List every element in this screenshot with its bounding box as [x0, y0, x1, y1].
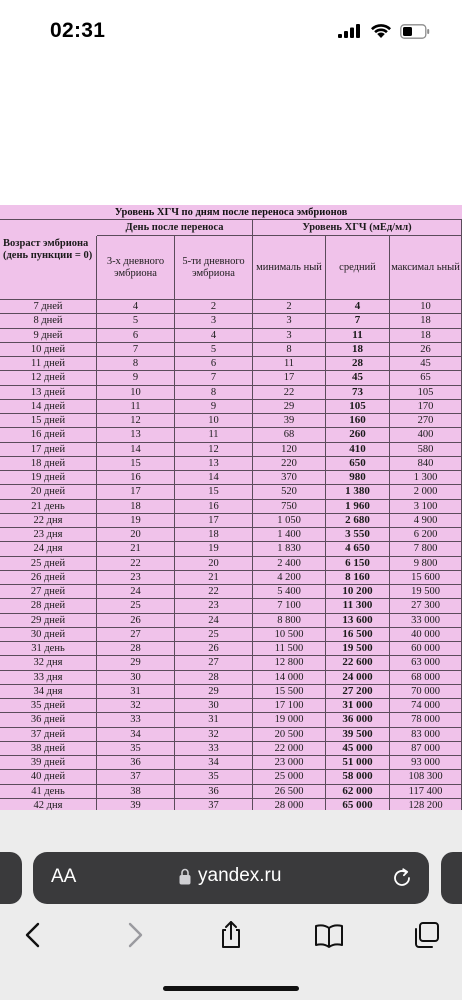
- previous-tab-preview[interactable]: [0, 852, 22, 904]
- table-cell-day5: 37: [175, 799, 253, 810]
- table-cell-day3: 14: [97, 443, 175, 457]
- table-cell-day5: 31: [175, 713, 253, 727]
- table-cell-day3: 22: [97, 557, 175, 571]
- column-header-age: Возраст эмбриона (день пункции = 0): [0, 236, 97, 300]
- table-cell-age: 32 дня: [0, 656, 97, 670]
- hcg-table-image: [0, 205, 462, 810]
- table-cell-age: 26 дней: [0, 571, 97, 585]
- table-cell-day3: 19: [97, 514, 175, 528]
- bookmarks-icon[interactable]: [313, 920, 345, 950]
- table-cell-day5: 22: [175, 585, 253, 599]
- table-cell-max: 87 000: [390, 742, 462, 756]
- table-cell-min: 520: [253, 485, 326, 499]
- table-cell-avg: 980: [326, 471, 390, 485]
- table-cell-avg: 16 500: [326, 628, 390, 642]
- table-cell-day3: 16: [97, 471, 175, 485]
- table-cell-max: 60 000: [390, 642, 462, 656]
- table-cell-min: 25 000: [253, 770, 326, 784]
- table-cell-min: 17 100: [253, 699, 326, 713]
- tabs-icon[interactable]: [411, 920, 443, 950]
- table-cell-day5: 33: [175, 742, 253, 756]
- table-cell-avg: 8 160: [326, 571, 390, 585]
- table-cell-max: 108 300: [390, 770, 462, 784]
- table-cell-max: 2 000: [390, 485, 462, 499]
- table-cell-min: 1 050: [253, 514, 326, 528]
- table-cell-max: 117 400: [390, 785, 462, 799]
- table-cell-avg: 28: [326, 357, 390, 371]
- table-cell-day5: 9: [175, 400, 253, 414]
- table-cell-age: 25 дней: [0, 557, 97, 571]
- table-cell-day5: 15: [175, 485, 253, 499]
- table-cell-day5: 14: [175, 471, 253, 485]
- table-cell-day3: 4: [97, 300, 175, 314]
- table-cell-avg: 11: [326, 329, 390, 343]
- table-cell-day5: 26: [175, 642, 253, 656]
- table-cell-max: 4 900: [390, 514, 462, 528]
- table-cell-max: 74 000: [390, 699, 462, 713]
- table-cell-avg: 24 000: [326, 671, 390, 685]
- table-cell-avg: 65 000: [326, 799, 390, 810]
- table-cell-day3: 24: [97, 585, 175, 599]
- table-cell-max: 580: [390, 443, 462, 457]
- table-cell-max: 19 500: [390, 585, 462, 599]
- table-cell-avg: 6 150: [326, 557, 390, 571]
- table-cell-min: 7 100: [253, 599, 326, 613]
- table-cell-day3: 32: [97, 699, 175, 713]
- table-title: Уровень ХГЧ по дням после переноса эмбрионов: [114, 207, 348, 218]
- table-cell-avg: 62 000: [326, 785, 390, 799]
- table-cell-age: 7 дней: [0, 300, 97, 314]
- table-cell-day5: 32: [175, 728, 253, 742]
- address-bar[interactable]: [33, 852, 429, 904]
- table-cell-min: 1 830: [253, 542, 326, 556]
- table-cell-max: 9 800: [390, 557, 462, 571]
- table-cell-min: 2 400: [253, 557, 326, 571]
- table-cell-min: 4 200: [253, 571, 326, 585]
- table-cell-age: 9 дней: [0, 329, 97, 343]
- table-cell-age: 13 дней: [0, 386, 97, 400]
- table-cell-day3: 23: [97, 571, 175, 585]
- table-cell-max: 70 000: [390, 685, 462, 699]
- table-cell-max: 840: [390, 457, 462, 471]
- table-cell-age: 21 день: [0, 500, 97, 514]
- table-cell-age: 19 дней: [0, 471, 97, 485]
- table-cell-day5: 34: [175, 756, 253, 770]
- table-cell-avg: 410: [326, 443, 390, 457]
- table-cell-min: 17: [253, 371, 326, 385]
- table-cell-age: 42 дня: [0, 799, 97, 810]
- table-cell-min: 3: [253, 314, 326, 328]
- table-cell-day3: 30: [97, 671, 175, 685]
- table-cell-avg: 260: [326, 428, 390, 442]
- table-cell-max: 170: [390, 400, 462, 414]
- table-cell-day5: 6: [175, 357, 253, 371]
- table-cell-avg: 22 600: [326, 656, 390, 670]
- table-cell-age: 38 дней: [0, 742, 97, 756]
- column-header-max: максимал ьный: [390, 236, 462, 300]
- table-cell-day3: 39: [97, 799, 175, 810]
- table-cell-day3: 12: [97, 414, 175, 428]
- table-cell-age: 11 дней: [0, 357, 97, 371]
- table-cell-max: 65: [390, 371, 462, 385]
- table-cell-min: 29: [253, 400, 326, 414]
- table-cell-day5: 20: [175, 557, 253, 571]
- table-cell-age: 16 дней: [0, 428, 97, 442]
- table-cell-min: 22: [253, 386, 326, 400]
- table-cell-day5: 17: [175, 514, 253, 528]
- table-cell-day5: 7: [175, 371, 253, 385]
- table-cell-avg: 3 550: [326, 528, 390, 542]
- table-cell-max: 10: [390, 300, 462, 314]
- table-cell-day5: 21: [175, 571, 253, 585]
- table-cell-day3: 9: [97, 371, 175, 385]
- home-indicator: [163, 986, 299, 991]
- table-cell-avg: 650: [326, 457, 390, 471]
- table-cell-age: 27 дней: [0, 585, 97, 599]
- column-header-min: минималь ный: [253, 236, 326, 300]
- table-cell-day3: 15: [97, 457, 175, 471]
- table-cell-day5: 24: [175, 614, 253, 628]
- table-cell-day5: 30: [175, 699, 253, 713]
- table-cell-avg: 45: [326, 371, 390, 385]
- table-cell-max: 40 000: [390, 628, 462, 642]
- table-cell-age: 24 дня: [0, 542, 97, 556]
- table-cell-avg: 51 000: [326, 756, 390, 770]
- table-cell-min: 370: [253, 471, 326, 485]
- table-cell-day5: 25: [175, 628, 253, 642]
- table-cell-min: 1 400: [253, 528, 326, 542]
- battery-icon: [400, 24, 430, 39]
- table-cell-age: 31 день: [0, 642, 97, 656]
- group-header-day-after-transfer: День после переноса: [97, 220, 253, 236]
- table-cell-day5: 2: [175, 300, 253, 314]
- table-cell-min: 750: [253, 500, 326, 514]
- table-cell-avg: 45 000: [326, 742, 390, 756]
- table-cell-age: 28 дней: [0, 599, 97, 613]
- table-cell-age: 18 дней: [0, 457, 97, 471]
- table-cell-min: 8: [253, 343, 326, 357]
- table-cell-age: 15 дней: [0, 414, 97, 428]
- table-cell-min: 11 500: [253, 642, 326, 656]
- table-cell-min: 2: [253, 300, 326, 314]
- table-cell-day5: 3: [175, 314, 253, 328]
- table-cell-day3: 10: [97, 386, 175, 400]
- table-cell-day3: 18: [97, 500, 175, 514]
- table-cell-day3: 37: [97, 770, 175, 784]
- table-cell-avg: 11 300: [326, 599, 390, 613]
- table-cell-day5: 29: [175, 685, 253, 699]
- table-cell-max: 27 300: [390, 599, 462, 613]
- table-cell-age: 10 дней: [0, 343, 97, 357]
- table-cell-day3: 38: [97, 785, 175, 799]
- table-cell-age: 41 день: [0, 785, 97, 799]
- table-cell-age: 23 дня: [0, 528, 97, 542]
- table-cell-day3: 36: [97, 756, 175, 770]
- table-cell-min: 28 000: [253, 799, 326, 810]
- table-cell-day5: 4: [175, 329, 253, 343]
- table-cell-max: 78 000: [390, 713, 462, 727]
- table-cell-day5: 16: [175, 500, 253, 514]
- table-cell-max: 93 000: [390, 756, 462, 770]
- table-cell-avg: 10 200: [326, 585, 390, 599]
- table-cell-day5: 8: [175, 386, 253, 400]
- table-cell-age: 17 дней: [0, 443, 97, 457]
- table-cell-max: 63 000: [390, 656, 462, 670]
- table-cell-min: 3: [253, 329, 326, 343]
- table-cell-min: 22 000: [253, 742, 326, 756]
- table-cell-max: 45: [390, 357, 462, 371]
- table-cell-day3: 35: [97, 742, 175, 756]
- forward-icon[interactable]: [118, 920, 150, 950]
- table-cell-max: 83 000: [390, 728, 462, 742]
- table-cell-day5: 28: [175, 671, 253, 685]
- table-cell-day5: 10: [175, 414, 253, 428]
- table-cell-avg: 160: [326, 414, 390, 428]
- table-cell-min: 39: [253, 414, 326, 428]
- table-cell-avg: 13 600: [326, 614, 390, 628]
- table-cell-min: 11: [253, 357, 326, 371]
- table-cell-day3: 5: [97, 314, 175, 328]
- table-cell-day3: 17: [97, 485, 175, 499]
- table-cell-day5: 35: [175, 770, 253, 784]
- table-cell-min: 26 500: [253, 785, 326, 799]
- table-cell-age: 20 дней: [0, 485, 97, 499]
- table-cell-max: 3 100: [390, 500, 462, 514]
- table-cell-day5: 18: [175, 528, 253, 542]
- table-cell-day3: 8: [97, 357, 175, 371]
- group-header-hcg-level: Уровень ХГЧ (мЕд/мл): [253, 220, 462, 236]
- column-header-avg: средний: [326, 236, 390, 300]
- table-cell-max: 400: [390, 428, 462, 442]
- table-cell-avg: 7: [326, 314, 390, 328]
- back-icon[interactable]: [18, 920, 50, 950]
- table-cell-max: 26: [390, 343, 462, 357]
- table-cell-max: 6 200: [390, 528, 462, 542]
- table-cell-day3: 20: [97, 528, 175, 542]
- status-bar: [0, 0, 462, 62]
- text-size-button[interactable]: AA: [51, 866, 77, 887]
- table-cell-day5: 5: [175, 343, 253, 357]
- table-cell-day3: 27: [97, 628, 175, 642]
- table-cell-day5: 27: [175, 656, 253, 670]
- table-cell-min: 23 000: [253, 756, 326, 770]
- table-cell-age: 34 дня: [0, 685, 97, 699]
- table-cell-min: 20 500: [253, 728, 326, 742]
- table-cell-max: 7 800: [390, 542, 462, 556]
- share-icon[interactable]: [215, 920, 247, 950]
- table-cell-age: 14 дней: [0, 400, 97, 414]
- table-cell-age: 39 дней: [0, 756, 97, 770]
- table-cell-min: 10 500: [253, 628, 326, 642]
- browser-chrome: [0, 810, 462, 1000]
- table-cell-avg: 4: [326, 300, 390, 314]
- reload-icon[interactable]: [391, 867, 413, 889]
- table-cell-max: 68 000: [390, 671, 462, 685]
- table-cell-day3: 11: [97, 400, 175, 414]
- table-cell-avg: 19 500: [326, 642, 390, 656]
- table-cell-max: 33 000: [390, 614, 462, 628]
- table-cell-avg: 39 500: [326, 728, 390, 742]
- table-cell-avg: 4 650: [326, 542, 390, 556]
- table-cell-max: 270: [390, 414, 462, 428]
- table-cell-age: 29 дней: [0, 614, 97, 628]
- status-time: 02:31: [50, 19, 106, 42]
- table-cell-max: 18: [390, 314, 462, 328]
- table-cell-min: 12 800: [253, 656, 326, 670]
- table-cell-avg: 31 000: [326, 699, 390, 713]
- table-cell-min: 120: [253, 443, 326, 457]
- table-cell-avg: 36 000: [326, 713, 390, 727]
- table-cell-avg: 2 680: [326, 514, 390, 528]
- table-cell-day5: 23: [175, 599, 253, 613]
- table-cell-day3: 29: [97, 656, 175, 670]
- table-cell-day3: 6: [97, 329, 175, 343]
- next-tab-preview[interactable]: [441, 852, 462, 904]
- table-cell-day3: 25: [97, 599, 175, 613]
- table-cell-avg: 58 000: [326, 770, 390, 784]
- table-cell-day3: 33: [97, 713, 175, 727]
- table-cell-min: 5 400: [253, 585, 326, 599]
- table-cell-age: 30 дней: [0, 628, 97, 642]
- table-cell-min: 68: [253, 428, 326, 442]
- table-cell-age: 33 дня: [0, 671, 97, 685]
- url-text[interactable]: yandex.ru: [198, 865, 282, 886]
- table-cell-min: 19 000: [253, 713, 326, 727]
- table-cell-avg: 1 960: [326, 500, 390, 514]
- table-cell-max: 18: [390, 329, 462, 343]
- table-cell-avg: 73: [326, 386, 390, 400]
- table-cell-avg: 18: [326, 343, 390, 357]
- table-cell-age: 37 дней: [0, 728, 97, 742]
- column-header-day3: 3-х дневного эмбриона: [97, 236, 175, 300]
- table-cell-day5: 36: [175, 785, 253, 799]
- table-cell-day5: 11: [175, 428, 253, 442]
- wifi-icon: [370, 22, 392, 39]
- table-cell-day5: 13: [175, 457, 253, 471]
- column-header-day5: 5-ти дневного эмбриона: [175, 236, 253, 300]
- lock-icon: [179, 868, 191, 885]
- table-cell-age: 22 дня: [0, 514, 97, 528]
- table-cell-day3: 13: [97, 428, 175, 442]
- table-cell-day3: 7: [97, 343, 175, 357]
- table-cell-age: 8 дней: [0, 314, 97, 328]
- table-cell-age: 36 дней: [0, 713, 97, 727]
- table-cell-day3: 21: [97, 542, 175, 556]
- table-cell-avg: 1 380: [326, 485, 390, 499]
- table-cell-age: 40 дней: [0, 770, 97, 784]
- table-cell-day3: 34: [97, 728, 175, 742]
- table-cell-avg: 27 200: [326, 685, 390, 699]
- table-cell-day3: 31: [97, 685, 175, 699]
- table-cell-max: 15 600: [390, 571, 462, 585]
- table-cell-min: 15 500: [253, 685, 326, 699]
- table-cell-max: 105: [390, 386, 462, 400]
- signal-icon: [338, 24, 360, 38]
- table-cell-min: 220: [253, 457, 326, 471]
- table-cell-age: 35 дней: [0, 699, 97, 713]
- table-cell-day3: 26: [97, 614, 175, 628]
- table-cell-max: 128 200: [390, 799, 462, 810]
- table-cell-day3: 28: [97, 642, 175, 656]
- table-cell-day5: 12: [175, 443, 253, 457]
- table-cell-avg: 105: [326, 400, 390, 414]
- table-cell-min: 8 800: [253, 614, 326, 628]
- table-cell-max: 1 300: [390, 471, 462, 485]
- table-cell-day5: 19: [175, 542, 253, 556]
- table-cell-age: 12 дней: [0, 371, 97, 385]
- hcg-table: [0, 219, 462, 810]
- table-cell-min: 14 000: [253, 671, 326, 685]
